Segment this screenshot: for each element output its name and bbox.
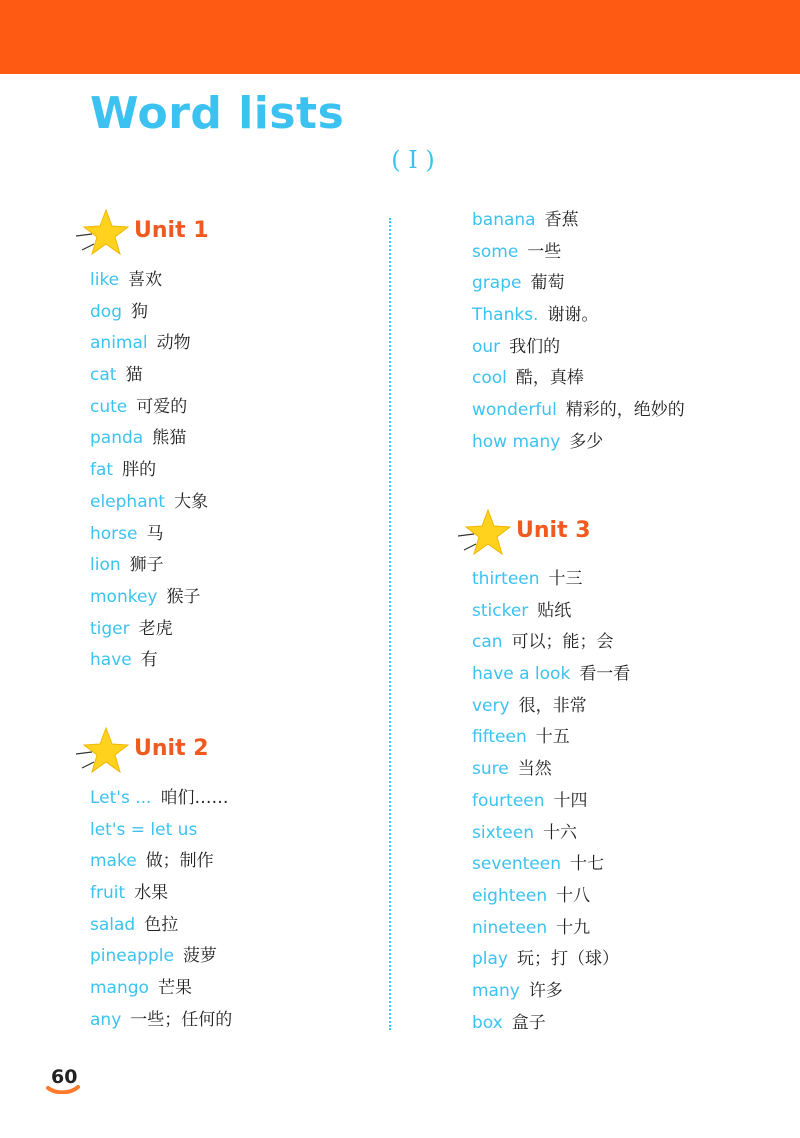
word-item [90, 846, 232, 878]
english-word: tiger [90, 618, 130, 639]
english-word: any [90, 1009, 122, 1030]
word-item [90, 815, 232, 847]
page-number: 60 [51, 1066, 78, 1088]
chinese-meaning: 菠萝 [182, 946, 217, 967]
chinese-meaning: 十八 [556, 885, 591, 906]
chinese-meaning: 狗 [130, 301, 148, 322]
chinese-meaning: 猫 [125, 365, 143, 386]
chinese-meaning: 许多 [528, 980, 563, 1001]
torn-edge-decoration [0, 56, 800, 78]
english-word: pineapple [90, 946, 174, 967]
chinese-meaning: 马 [146, 523, 164, 544]
chinese-meaning: 喜欢 [128, 270, 163, 290]
word-item [90, 360, 208, 392]
english-word: monkey [90, 586, 158, 607]
chinese-meaning: 猴子 [166, 586, 201, 607]
english-word: banana [472, 210, 536, 230]
column-divider [389, 218, 391, 1030]
chinese-meaning: 十九 [556, 917, 591, 938]
unit-3-word-list [472, 564, 630, 1039]
english-word: Let's ... [90, 788, 152, 808]
chinese-meaning: 十四 [553, 790, 588, 811]
english-word: mango [90, 978, 149, 999]
word-item [472, 818, 630, 850]
chinese-meaning: 十五 [535, 727, 570, 748]
word-item [90, 645, 208, 677]
english-word: Thanks. [472, 305, 539, 326]
word-item [90, 878, 232, 910]
chinese-meaning: 胖的 [122, 460, 157, 481]
part-label: ( I ) [391, 146, 435, 174]
english-word: box [472, 1012, 503, 1033]
unit-2-word-list-part-1 [90, 783, 232, 1037]
star-icon [76, 724, 130, 778]
page-title: Word lists [90, 88, 345, 139]
chinese-meaning: 芒果 [157, 978, 192, 999]
english-word: fat [90, 460, 114, 481]
chinese-meaning: 看一看 [579, 664, 631, 685]
english-word: fifteen [472, 727, 527, 748]
word-item [472, 332, 685, 364]
chinese-meaning: 很，非常 [518, 695, 587, 716]
chinese-meaning: 葡萄 [530, 273, 565, 294]
word-item [472, 1008, 630, 1040]
english-word: fourteen [472, 790, 545, 811]
english-word: how many [472, 431, 561, 452]
word-item [90, 519, 208, 551]
chinese-meaning: 香蕉 [544, 210, 579, 230]
english-word: cat [90, 365, 117, 386]
word-item [472, 237, 685, 269]
word-item [472, 881, 630, 913]
unit-label: Unit 2 [134, 736, 209, 761]
chinese-meaning: 贴纸 [537, 600, 572, 621]
chinese-meaning: 做；制作 [145, 851, 214, 872]
chinese-meaning: 咱们…… [160, 788, 229, 808]
word-item [472, 722, 630, 754]
word-item [90, 910, 232, 942]
english-word: play [472, 949, 508, 970]
word-item [472, 754, 630, 786]
english-word: our [472, 336, 501, 357]
english-word: like [90, 270, 120, 290]
word-item [472, 849, 630, 881]
english-word: horse [90, 523, 138, 544]
chinese-meaning: 当然 [517, 759, 552, 780]
english-word: let's = let us [90, 819, 198, 840]
unit-1-word-list [90, 265, 208, 677]
star-icon [458, 506, 512, 560]
chinese-meaning: 酷，真棒 [515, 368, 584, 389]
chinese-meaning: 谢谢。 [547, 305, 599, 326]
english-word: panda [90, 428, 144, 449]
word-item [472, 913, 630, 945]
chinese-meaning: 可爱的 [136, 396, 188, 417]
english-word: salad [90, 914, 136, 935]
star-icon [76, 206, 130, 260]
chinese-meaning: 十三 [548, 569, 583, 589]
word-item [472, 596, 630, 628]
word-item [472, 395, 685, 427]
english-word: nineteen [472, 917, 548, 938]
english-word: sticker [472, 600, 529, 621]
word-item [90, 455, 208, 487]
english-word: sixteen [472, 822, 534, 843]
chinese-meaning: 多少 [569, 431, 604, 452]
chinese-meaning: 熊猫 [152, 428, 187, 449]
english-word: sure [472, 759, 509, 780]
word-item [90, 550, 208, 582]
english-word: wonderful [472, 400, 557, 421]
word-item [90, 941, 232, 973]
word-item [90, 973, 232, 1005]
english-word: grape [472, 273, 522, 294]
header-band [0, 0, 800, 74]
word-item [90, 582, 208, 614]
chinese-meaning: 一些；任何的 [130, 1009, 233, 1030]
english-word: seventeen [472, 854, 561, 875]
english-word: very [472, 695, 510, 716]
unit-2-word-list-part-2 [472, 205, 685, 459]
english-word: elephant [90, 491, 166, 512]
word-item [90, 614, 208, 646]
word-item [472, 944, 630, 976]
word-item [90, 297, 208, 329]
chinese-meaning: 十七 [569, 854, 604, 875]
unit-label: Unit 3 [516, 518, 591, 543]
chinese-meaning: 动物 [156, 333, 191, 354]
english-word: some [472, 241, 519, 262]
english-word: dog [90, 301, 122, 322]
english-word: can [472, 632, 503, 653]
english-word: cute [90, 396, 128, 417]
english-word: eighteen [472, 885, 548, 906]
english-word: cool [472, 368, 507, 389]
chinese-meaning: 我们的 [509, 336, 561, 357]
english-word: thirteen [472, 569, 540, 589]
english-word: have a look [472, 664, 571, 685]
english-word: animal [90, 333, 148, 354]
word-item [90, 423, 208, 455]
word-item [472, 564, 630, 596]
chinese-meaning: 狮子 [129, 555, 164, 576]
word-item [90, 328, 208, 360]
word-item [472, 363, 685, 395]
english-word: have [90, 650, 132, 671]
english-word: lion [90, 555, 121, 576]
word-item [472, 627, 630, 659]
word-item [472, 786, 630, 818]
word-item [90, 783, 232, 815]
chinese-meaning: 色拉 [144, 914, 179, 935]
chinese-meaning: 精彩的，绝妙的 [565, 400, 685, 421]
chinese-meaning: 一些 [527, 241, 562, 262]
chinese-meaning: 十六 [543, 822, 577, 843]
word-item [472, 427, 685, 459]
chinese-meaning: 老虎 [138, 618, 173, 639]
chinese-meaning: 大象 [174, 491, 209, 512]
word-item [472, 691, 630, 723]
word-item [90, 487, 208, 519]
chinese-meaning: 玩；打（球） [517, 949, 619, 970]
unit-label: Unit 1 [134, 218, 209, 243]
word-item [472, 300, 685, 332]
english-word: fruit [90, 883, 126, 904]
chinese-meaning: 盒子 [511, 1012, 546, 1033]
chinese-meaning: 有 [140, 650, 158, 671]
english-word: make [90, 851, 137, 872]
english-word: many [472, 980, 520, 1001]
chinese-meaning: 水果 [134, 883, 169, 904]
word-item [472, 659, 630, 691]
chinese-meaning: 可以；能；会 [511, 632, 614, 653]
word-item [472, 268, 685, 300]
word-item [90, 265, 208, 297]
word-item [472, 205, 685, 237]
word-item [90, 1005, 232, 1037]
word-item [472, 976, 630, 1008]
word-item [90, 392, 208, 424]
